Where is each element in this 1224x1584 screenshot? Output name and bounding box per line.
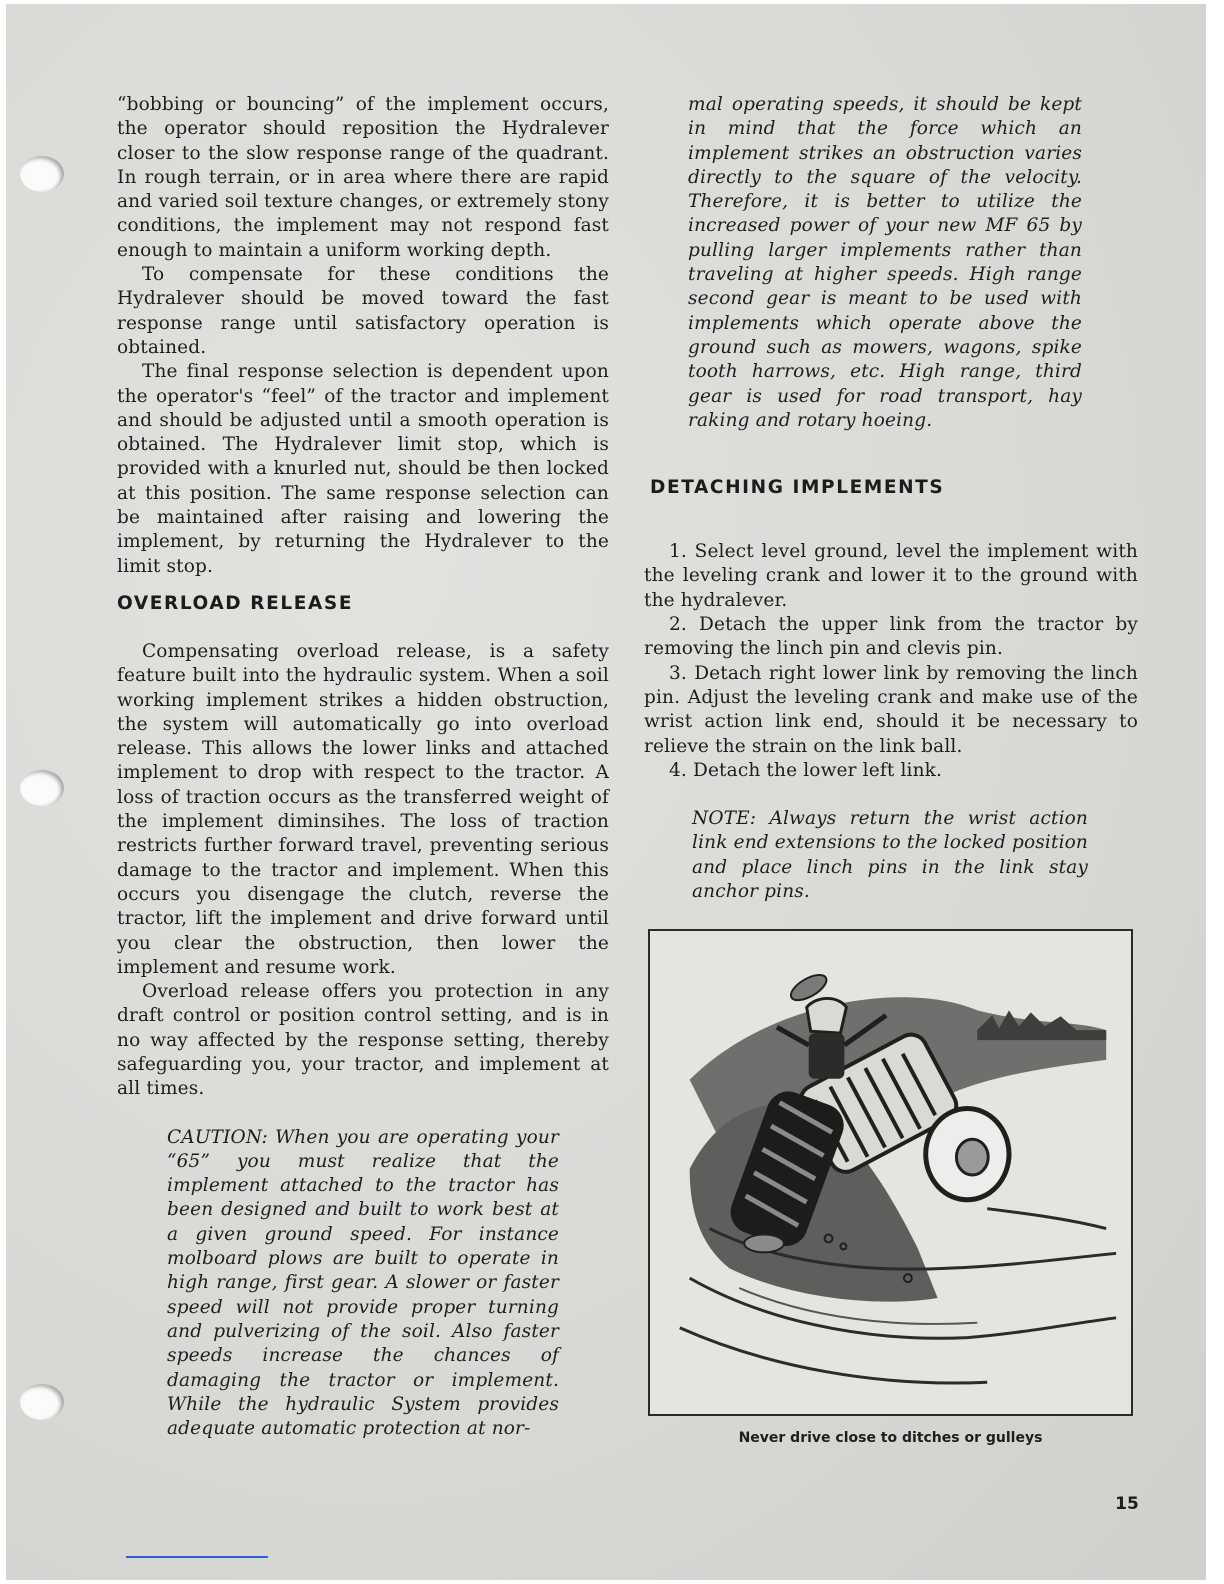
binder-hole-middle — [20, 770, 64, 806]
heading-detaching-implements: DETACHING IMPLEMENTS — [650, 477, 945, 499]
scan-edge-mark — [126, 1556, 268, 1558]
note-block — [692, 807, 1088, 904]
paragraph-bobbing: “bobbing or bouncing” of the implement occurs, the operator should reposition the Hydralever closer to the slow response range of the quadrant. In rough terrain, or in area where there are rapid and varied soil texture changes, or extremely stony conditions, the implement may not respond fast enough to maintain a uniform working depth. — [117, 94, 609, 261]
step-1: 1. Select level ground, level the implement with the leveling crank and lower it to the ground with the hydralever. — [644, 541, 1138, 611]
binder-hole-bottom — [20, 1384, 64, 1420]
paragraph-overload-release: Compensating overload release, is a safety feature built into the hydraulic system. When a soil working implement strikes a hidden obstruction, the system will automatically go into overload release. This allows the lower links and attached implement to drop with respect to the tractor. A loss of traction occurs as the transferred weight of the implement diminsihes. The loss of traction restricts further forward travel, preventing serious damage to the tractor and implement. When this occurs you disengage the clutch, reverse the tractor, lift the implement and drive forward until you clear the obstruction, then lower the implement and resume work. — [117, 640, 609, 978]
tractor-tipping-illustration — [650, 931, 1131, 1414]
paragraph-final-response: The final response selection is dependent upon the operator's “feel” of the tractor and implement and should be adjusted until a smooth operation is obtained. The Hydralever limit stop, which is provided with a knurled nut, should be then locked at this position. The same response selection can be maintained after raising and lowering the implement, by returning the Hydralever to the limit stop. — [117, 361, 609, 577]
right-column — [644, 93, 1138, 904]
paragraph-protection: Overload release offers you protection in any draft control or position control setting, and is in no way affected by the response setting, thereby safeguarding you, your tractor, and implement at all times. — [117, 981, 609, 1100]
step-2: 2. Detach the upper link from the tractor by removing the linch pin and clevis pin. — [644, 614, 1138, 660]
heading-overload-release: OVERLOAD RELEASE — [117, 592, 354, 614]
step-3: 3. Detach right lower link by removing the linch pin. Adjust the leveling crank and make use of the wrist action link end, should it be necessary to relieve the strain on the link ball. — [644, 662, 1138, 757]
tractor-illustration — [648, 929, 1133, 1416]
caution-continued-text: mal operating speeds, it should be kept in mind that the force which an implement strikes an obstruction varies directly to the square of the velocity. Therefore, it is better to utilize the increased power of your new MF 65 by pulling larger implements rather than traveling at higher speeds. High range second gear is meant to be used with implements which operate above the ground such as mowers, wagons, spike tooth harrows, etc. High range, third gear is used for road transport, hay raking and rotary hoeing. — [688, 94, 1082, 431]
left-column — [117, 93, 609, 1441]
page-number: 15 — [1115, 1494, 1139, 1514]
caution-note — [167, 1126, 559, 1442]
caution-text: CAUTION: When you are operating your “65” you must realize that the implement attached to the tractor has been designed and built to work best at a given ground speed. For instance molboard plows are built to operate in high range, first gear. A slower or faster speed will not provide proper turning and pulverizing of the soil. Also faster speeds increase the chances of damaging the tractor or implement. While the hydraulic System provides adequate automatic protection at nor- — [167, 1126, 559, 1440]
binder-hole-top — [20, 156, 64, 192]
step-4: 4. Detach the lower left link. — [669, 759, 943, 781]
figure-caption: Never drive close to ditches or gulleys — [738, 1430, 1043, 1446]
note-text: NOTE: Always return the wrist action link end extensions to the locked position and place linch pins in the link stay anchor pins. — [692, 808, 1088, 903]
paragraph-compensate: To compensate for these conditions the Hydralever should be moved toward the fast response range until satisfactory operation is obtained. — [117, 264, 609, 358]
caution-continued — [688, 93, 1082, 433]
